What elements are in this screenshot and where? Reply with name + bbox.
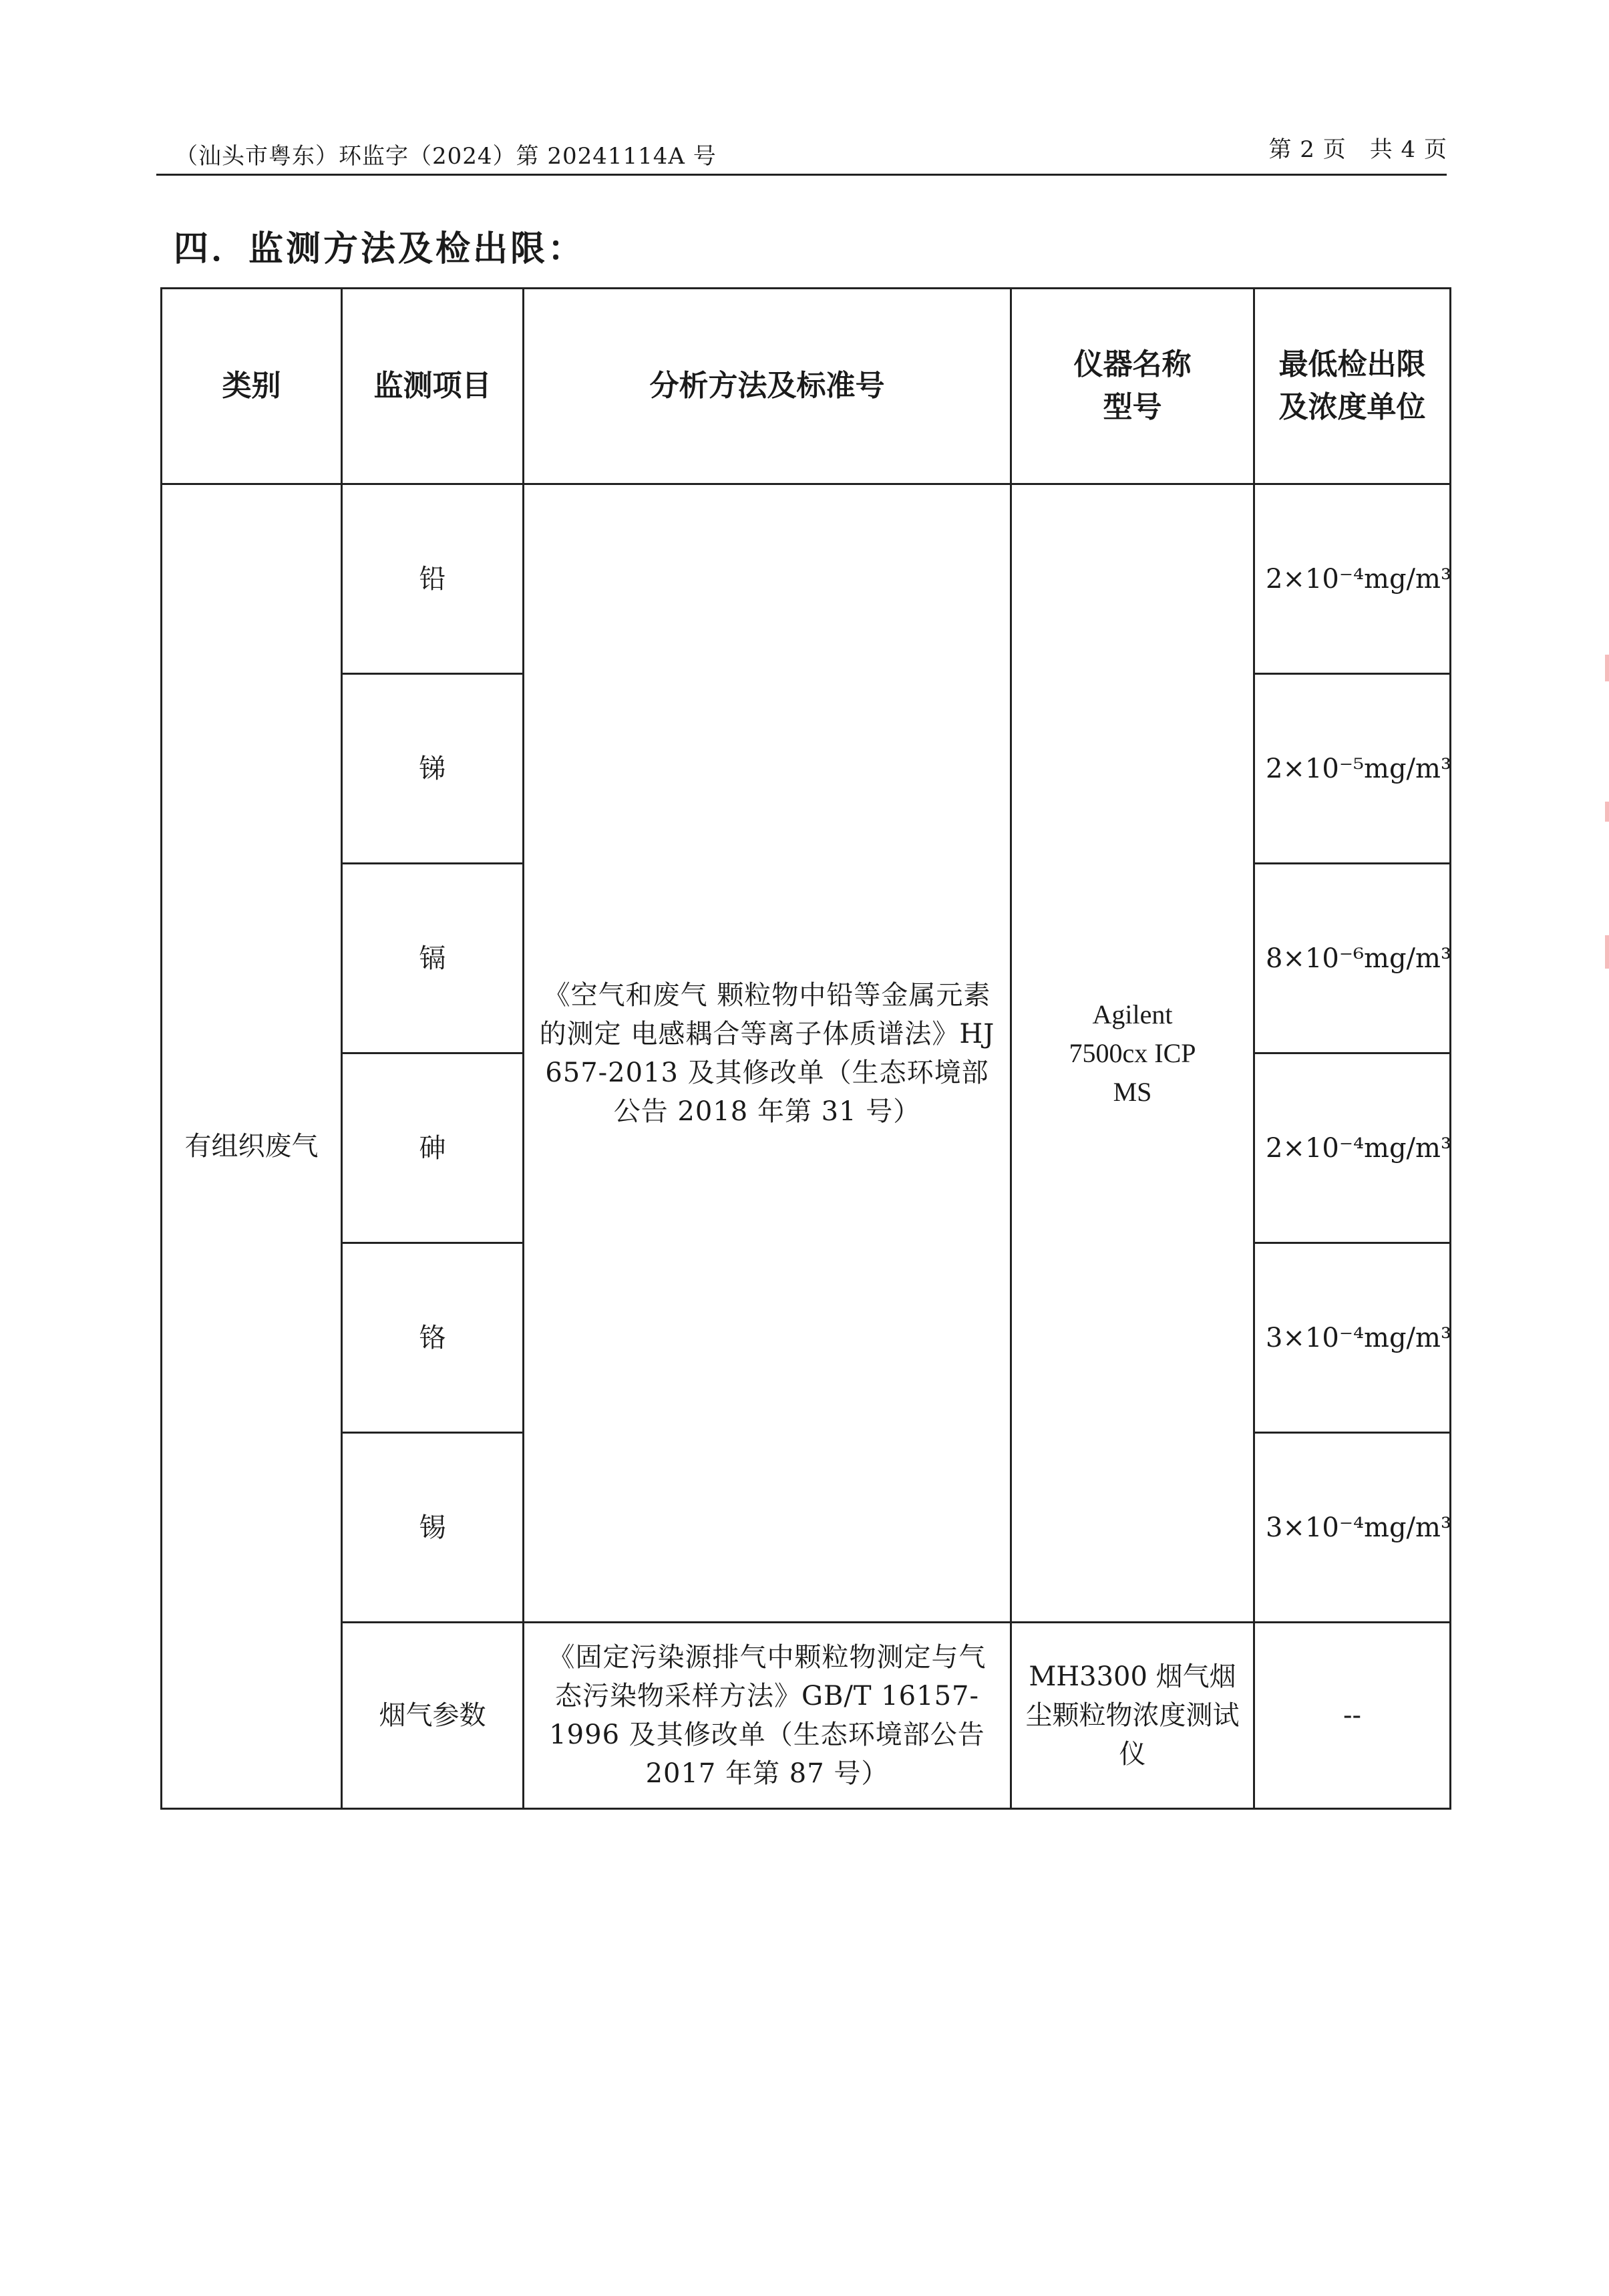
table-header-row — [162, 289, 1451, 484]
item-cell: 锡 — [342, 1433, 524, 1623]
header-divider — [156, 174, 1447, 176]
smoke-limit-cell: -- — [1254, 1623, 1451, 1809]
seal-mark-edge — [1605, 802, 1609, 822]
item-cell: 砷 — [342, 1053, 524, 1243]
limit-cell: 2×10⁻⁴mg/m³ — [1254, 484, 1451, 674]
header-instrument-text: 仪器名称型号 — [1073, 347, 1192, 424]
section-title: 四．监测方法及检出限： — [174, 229, 586, 269]
limit-cell: 8×10⁻⁶mg/m³ — [1254, 864, 1451, 1053]
table-row — [162, 1623, 1451, 1809]
item-cell: 铅 — [342, 484, 524, 674]
page-indicator: 第 2 页 共 4 页 — [1268, 136, 1447, 163]
seal-mark-edge — [1605, 655, 1609, 681]
element-method-cell: 《空气和废气 颗粒物中铅等金属元素的测定 电感耦合等离子体质谱法》HJ 657-2013 及其修改单（生态环境部公告 2018 年第 31 号） — [524, 484, 1011, 1623]
header-limit — [1254, 289, 1451, 484]
limit-cell: 2×10⁻⁴mg/m³ — [1254, 1053, 1451, 1243]
smoke-instrument-text: MH3300 烟气烟尘颗粒物浓度测试仪 — [1025, 1661, 1240, 1770]
methods-table — [160, 287, 1451, 1810]
item-cell: 镉 — [342, 864, 524, 1053]
header-item: 监测项目 — [342, 289, 524, 484]
header-category: 类别 — [162, 289, 342, 484]
element-instrument-cell — [1011, 484, 1254, 1623]
category-cell: 有组织废气 — [162, 484, 342, 1809]
element-instrument-text: Agilent 7500cx ICP MS — [1069, 999, 1196, 1107]
header-method: 分析方法及标准号 — [524, 289, 1011, 484]
item-cell: 锑 — [342, 674, 524, 864]
item-cell: 烟气参数 — [342, 1623, 524, 1809]
limit-cell: 3×10⁻⁴mg/m³ — [1254, 1243, 1451, 1433]
report-number: （汕头市粤东）环监字（2024）第 20241114A 号 — [175, 143, 717, 170]
limit-cell: 2×10⁻⁵mg/m³ — [1254, 674, 1451, 864]
smoke-method-cell: 《固定污染源排气中颗粒物测定与气态污染物采样方法》GB/T 16157-1996 及其修改单（生态环境部公告 2017 年第 87 号） — [524, 1623, 1011, 1809]
header-instrument — [1011, 289, 1254, 484]
header-limit-text: 最低检出限及浓度单位 — [1278, 347, 1426, 424]
smoke-instrument-cell — [1011, 1623, 1254, 1809]
limit-cell: 3×10⁻⁴mg/m³ — [1254, 1433, 1451, 1623]
table-row — [162, 484, 1451, 674]
seal-mark-edge — [1605, 935, 1609, 969]
item-cell: 铬 — [342, 1243, 524, 1433]
